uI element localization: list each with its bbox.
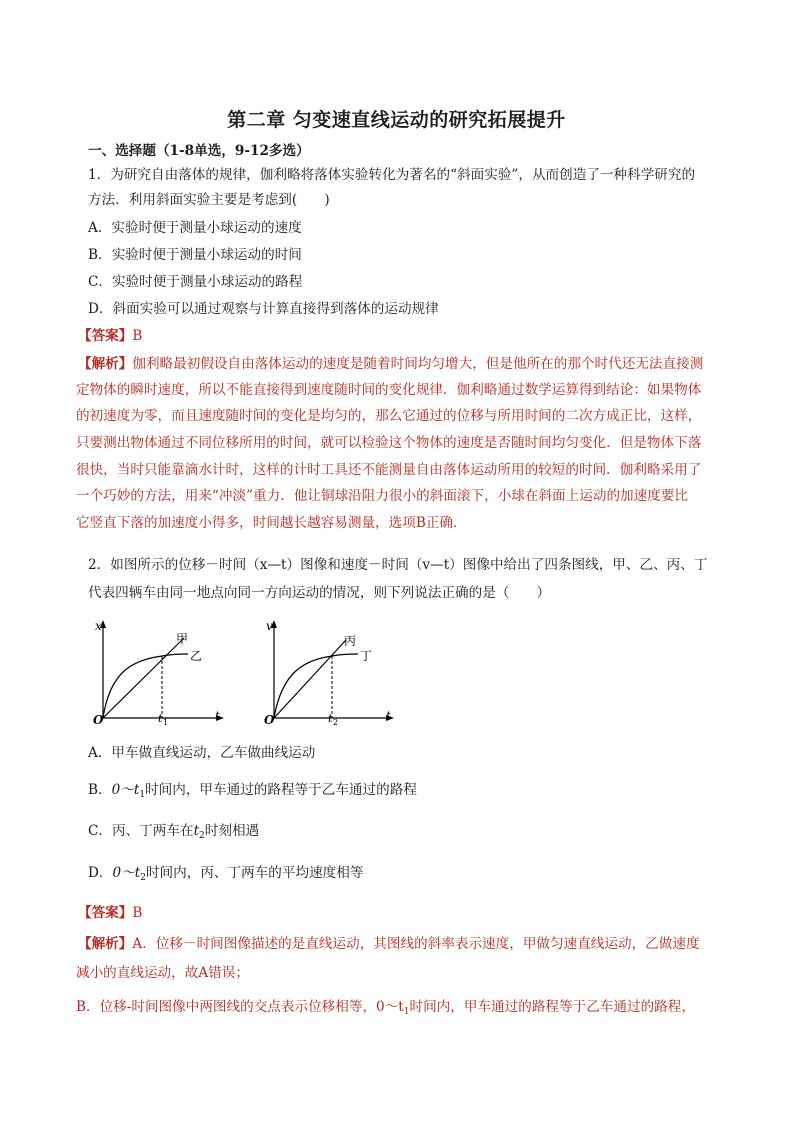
origin-label: O xyxy=(93,713,104,727)
curve-ding xyxy=(274,654,358,718)
y-label: x xyxy=(95,619,102,633)
xt-graph xyxy=(92,616,232,728)
line-jia xyxy=(103,638,184,718)
q1-analysis-line: 的初速度为零，而且速度随时间的变化是均匀的，那么它通过的位移与所用时间的二次方成正比，这样， xyxy=(76,408,702,424)
t1-label: t xyxy=(158,712,163,725)
t2-label: t xyxy=(328,712,333,725)
label-ding: 丁 xyxy=(360,649,373,663)
q1-option-c: C．实验时便于测量小球运动的路程 xyxy=(88,274,303,290)
t2-sub: 2 xyxy=(333,718,339,727)
vt-graph xyxy=(262,616,402,728)
label-yi: 乙 xyxy=(190,649,203,663)
q1-stem-line1: 1．为研究自由落体的规律，伽利略将落体实验转化为著名的“斜面实验”，从而创造了一种科学研究的 xyxy=(88,167,696,183)
q2-stem-line1: 2．如图所示的位移－时间（x—t）图像和速度－时间（v—t）图像中给出了四条图线，甲、乙、丙、丁 xyxy=(88,557,708,573)
answer-tag: 【答案】 xyxy=(78,328,133,344)
t1-sub: 1 xyxy=(163,718,169,727)
q2-analysis-line: 【解析】A．位移－时间图像描述的是直线运动，其图线的斜率表示速度，甲做匀速直线运动，乙做速度 xyxy=(78,936,700,952)
x-label: t xyxy=(215,709,220,723)
q1-analysis-line: 一个巧妙的方法，用来“冲淡”重力．他让铜球沿阻力很小的斜面滚下，小球在斜面上运动的加速度要比 xyxy=(76,488,689,504)
analysis-tag: 【解析】 xyxy=(78,356,133,372)
range: 0～t xyxy=(111,782,140,798)
analysis-text: 伽利略最初假设自由落体运动的速度是随着时间均匀增大，但是他所在的那个时代还无法直接测 xyxy=(132,356,704,372)
origin-label: O xyxy=(264,713,275,727)
q1-option-a: A．实验时便于测量小球运动的速度 xyxy=(88,220,302,236)
q1-stem-line2: 方法．利用斜面实验主要是考虑到( ) xyxy=(88,192,330,208)
q1-option-b: B．实验时便于测量小球运动的时间 xyxy=(88,247,302,263)
line-bing xyxy=(274,640,346,718)
q2-option-c: C．丙、丁两车在$t_2$时刻相遇 xyxy=(88,823,260,841)
q1-analysis-line: 它竖直下落的加速度小得多，时间越长越容易测量，选项B正确． xyxy=(76,515,467,531)
q2-option-d: D．$0\sim t_2$时间内，丙、丁两车的平均速度相等 xyxy=(88,865,364,883)
q1-analysis-line: 只要测出物体通过不同位移所用的时间，就可以检验这个物体的速度是否随时间均匀变化．但是物体下落 xyxy=(76,435,702,451)
label-jia: 甲 xyxy=(176,632,189,646)
page-title: 第二章 匀变速直线运动的研究拓展提升 xyxy=(227,109,566,131)
answer-tag: 【答案】 xyxy=(78,905,133,921)
q2-answer xyxy=(78,904,142,922)
label-bing: 丙 xyxy=(344,634,357,648)
q2-option-a: A．甲车做直线运动，乙车做曲线运动 xyxy=(88,745,316,761)
y-label: v xyxy=(266,619,273,633)
section-heading: 一、选择题（1-8单选，9-12多选） xyxy=(88,143,310,159)
analysis-tag: 【解析】 xyxy=(78,936,133,952)
q1-option-d: D．斜面实验可以通过观察与计算直接得到落体的运动规律 xyxy=(88,301,439,317)
q1-analysis-line: 很快，当时只能靠滴水计时，这样的计时工具还不能测量自由落体运动所用的较短的时间．伽利略采用了 xyxy=(76,462,702,478)
curve-yi xyxy=(103,654,188,718)
range: 0～t xyxy=(112,865,141,881)
answer-value: B xyxy=(132,328,143,344)
q2-option-b: B．$0\sim t_1$时间内，甲车通过的路程等于乙车通过的路程 xyxy=(88,782,417,800)
answer-value: B xyxy=(132,905,143,921)
q1-analysis-line xyxy=(78,355,703,373)
q1-answer xyxy=(78,327,142,345)
q2-analysis-line: B．位移-时间图像中两图线的交点表示位移相等，$0\sim t_1$时间内，甲车通过的路程等于乙车通过的路程， xyxy=(76,999,695,1017)
q1-analysis-line: 定物体的瞬时速度，所以不能直接得到速度随时间的变化规律．伽利略通过数学运算得到结论：如果物体 xyxy=(76,382,702,398)
x-label: t xyxy=(386,709,391,723)
q2-stem-line2: 代表四辆车由同一地点向同一方向运动的情况，则下列说法正确的是（ ） xyxy=(88,585,551,601)
q2-analysis-line: 减小的直线运动，故A错误； xyxy=(76,965,249,981)
